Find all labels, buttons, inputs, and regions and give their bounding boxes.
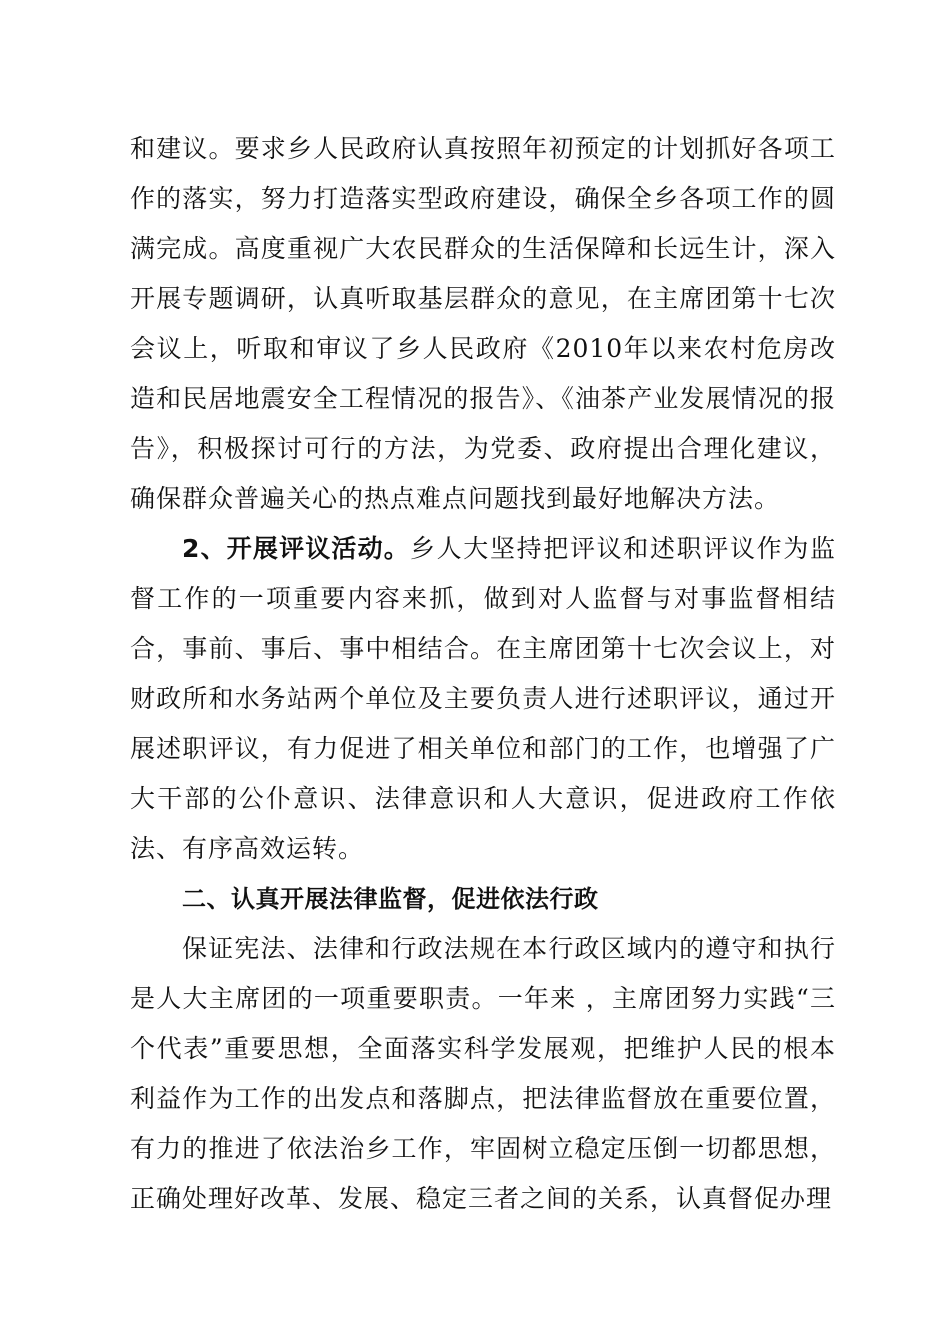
paragraph-lead-heading: 2、开展评议活动。 — [182, 534, 410, 563]
paragraph-body: 乡人大坚持把评议和述职评议作为监督工作的一项重要内容来抓，做到对人监督与对事监督相结合，事前、事后、事中相结合。在主席团第十七次会议上，对财政所和水务站两个单位及主要负责人进行述职评议，通过开展述职评议，有力促进了相关单位和部门的工作，也增强了广大干部的公仆意识、法律意识和人大意识，促进政府工作依法、有序高效运转。 — [130, 534, 836, 863]
paragraph-legal-supervision: 保证宪法、法律和行政法规在本行政区域内的遵守和执行是人大主席团的一项重要职责。一年来 ，主席团努力实践“三个代表”重要思想，全面落实科学发展观，把维护人民的根本利益作为工作的出发点和落脚点，把法律监督放在重要位置，有力的推进了依法治乡工作，牢固树立稳定压倒一切都思想，正确处理好改革、发展、稳定三者之间的关系，认真督促办理 — [130, 934, 836, 1213]
paragraph-continuation: 和建议。要求乡人民政府认真按照年初预定的计划抓好各项工作的落实，努力打造落实型政府建设，确保全乡各项工作的圆满完成。高度重视广大农民群众的生活保障和长远生计，深入开展专题调研，认真听取基层群众的意见，在主席团第十七次会议上，听取和审议了乡人民政府《2010年以来农村危房改造和民居地震安全工程情况的报告》、《油茶产业发展情况的报告》，积极探讨可行的方法，为党委、政府提出合理化建议，确保群众普遍关心的热点难点问题找到最好地解决方法。 — [130, 134, 836, 513]
paragraph-evaluation-activities — [130, 524, 836, 874]
section-heading: 二、认真开展法律监督，促进依法行政 — [182, 885, 599, 913]
document-body — [130, 124, 836, 1224]
